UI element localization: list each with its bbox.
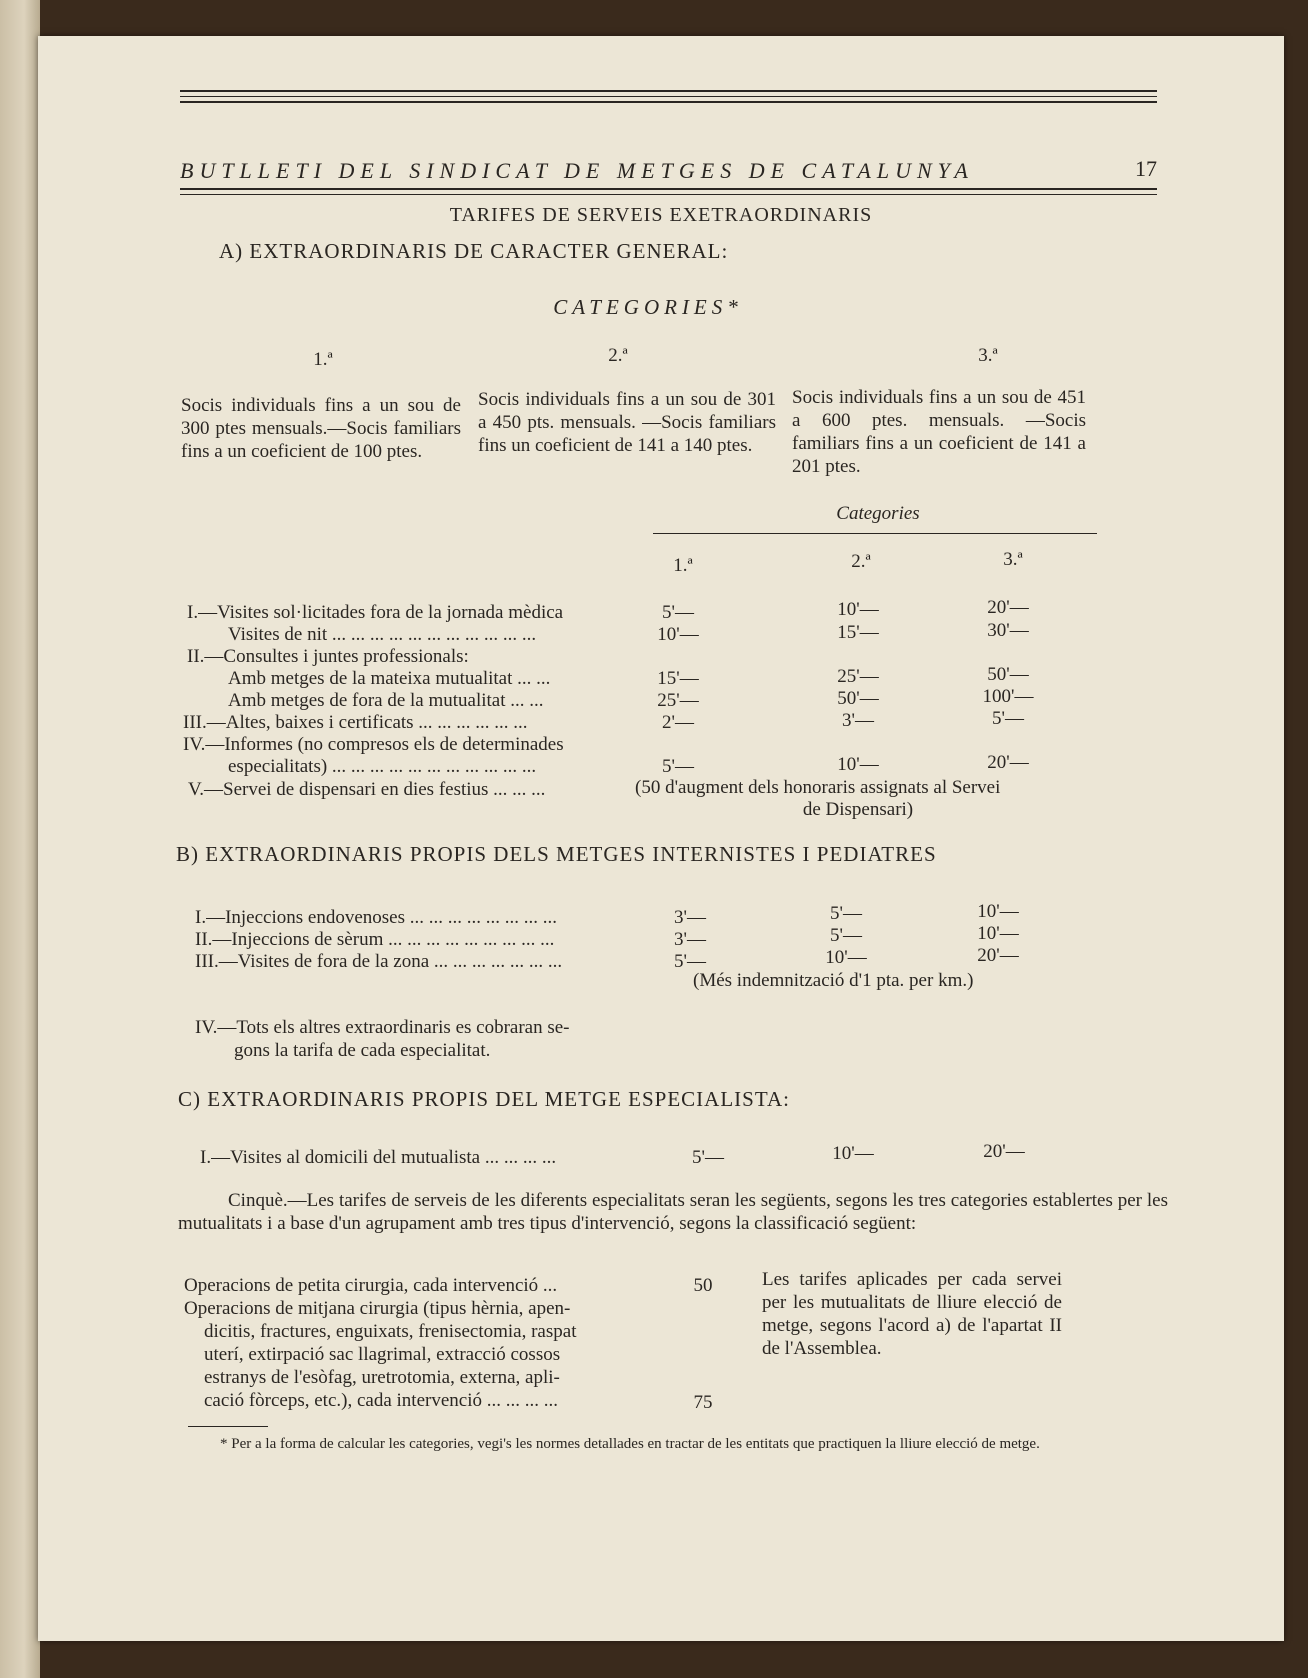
- operation-medium-line: uterí, extirpació sac llagrimal, extracció cossos: [204, 1344, 561, 1365]
- table-cell: 10'—: [837, 599, 879, 620]
- table-cell: 25'—: [657, 690, 699, 711]
- table-cell: 5'—: [674, 951, 706, 972]
- header-rule-top-thin: [180, 96, 1157, 97]
- table-cell: 50'—: [987, 664, 1029, 685]
- table-cell: 5'—: [830, 925, 862, 946]
- table-cell: 10'—: [977, 901, 1019, 922]
- table-cell: 15'—: [837, 622, 879, 643]
- table-col-header-1: 1.ª: [673, 555, 693, 576]
- table-cell: 10'—: [825, 947, 867, 968]
- operation-medium-line: estranys de l'esòfag, uretrotomia, externa, apli-: [204, 1367, 560, 1388]
- journal-title: BUTLLETI DEL SINDICAT DE METGES DE CATALUNYA: [180, 158, 974, 183]
- dispensari-note-2: de Dispensari): [802, 799, 914, 820]
- row-label: I.—Injeccions endovenoses ... ... ... ... ... ... ... ...: [195, 907, 557, 928]
- table-cell: 50'—: [837, 688, 879, 709]
- tarifes-note: Les tarifes aplicades per cada servei per les mutualitats de lliure elecció de metge, segons l'acord a) de l'apartat II de l'Assemblea.: [762, 1269, 1062, 1359]
- running-header: [180, 90, 1157, 200]
- page-number: 17: [1135, 156, 1157, 181]
- table-cell: 10'—: [832, 1143, 874, 1164]
- cat-header-3: 3.ª: [978, 345, 998, 366]
- table-cell: 3'—: [674, 907, 706, 928]
- table-cell: 20'—: [983, 1141, 1025, 1162]
- footnote: * Per a la forma de calcular les categories, vegi's les normes detallades en tractar de les entitats que practiquen la lliure elecció de metge.: [220, 1436, 1040, 1452]
- header-rule-top: [180, 90, 1157, 92]
- table-cell: 20'—: [977, 945, 1019, 966]
- table-cell: 25'—: [837, 666, 879, 687]
- table-cell: 5'—: [662, 756, 694, 777]
- table-cell: 5'—: [830, 903, 862, 924]
- table-col-header-2: 2.ª: [851, 551, 871, 572]
- row-label: IV.—Informes (no compresos els de determinades: [183, 734, 564, 755]
- dispensari-note: (50 d'augment dels honoraris assignats al Servei: [635, 777, 1001, 798]
- cat-header-2: 2.ª: [608, 345, 628, 366]
- table-cell: 20'—: [987, 752, 1029, 773]
- row-label: I.—Visites sol·licitades fora de la jornada mèdica: [187, 602, 564, 623]
- row-label: Visites de nit ... ... ... ... ... ... ... ... ... ... ...: [228, 624, 537, 645]
- cat-header-1: 1.ª: [313, 349, 333, 370]
- km-note: (Més indemnització d'1 pta. per km.): [693, 970, 974, 991]
- table-cell: 5'—: [662, 602, 694, 623]
- table-cell: 100'—: [982, 686, 1034, 707]
- section-b-iv: IV.—Tots els altres extraordinaris es cobraran se-: [195, 1017, 570, 1038]
- categories-label: CATEGORIES*: [553, 295, 743, 319]
- operation-medium-line: cació fòrceps, etc.), cada intervenció ... ... ... ...: [204, 1390, 558, 1411]
- document-page: [38, 36, 1284, 1641]
- section-b-iv-2: gons la tarifa de cada especialitat.: [234, 1040, 491, 1061]
- table-cell: 15'—: [657, 668, 699, 689]
- row-label: Amb metges de la mateixa mutualitat ... ...: [228, 668, 551, 689]
- operation-small: Operacions de petita cirurgia, cada intervenció ...: [184, 1275, 558, 1296]
- row-label: II.—Injeccions de sèrum ... ... ... ... ... ... ... ... ...: [195, 929, 555, 950]
- table-header-rule: [653, 533, 1097, 534]
- cinque-paragraph: Cinquè.—Les tarifes de serveis de les diferents especialitats seran les següents, segons les tres categories establertes per les mutualitats i a base d'un agrupament amb tres tipus d'intervenció, segons la classificació següent:: [178, 1190, 1168, 1234]
- header-rule-bottom: [180, 188, 1157, 190]
- row-label: V.—Servei de dispensari en dies festius ... ... ...: [188, 779, 546, 800]
- table-cell: 10'—: [657, 624, 699, 645]
- section-b-heading: B) EXTRAORDINARIS PROPIS DELS METGES INTERNISTES I PEDIATRES: [176, 842, 937, 866]
- table-cell: 3'—: [674, 929, 706, 950]
- operation-medium: Operacions de mitjana cirurgia (tipus hèrnia, apen-: [184, 1298, 571, 1319]
- table-categories-label: Categories: [836, 503, 920, 524]
- row-label: especialitats) ... ... ... ... ... ... ... ... ... ... ...: [228, 756, 537, 777]
- operation-medium-value: 75: [693, 1392, 713, 1413]
- previous-page-edge: [0, 0, 40, 1678]
- operation-small-value: 50: [693, 1275, 713, 1296]
- row-label: III.—Altes, baixes i certificats ... ... ... ... ... ...: [183, 712, 528, 733]
- table-cell: 5'—: [692, 1147, 724, 1168]
- table-cell: 30'—: [987, 620, 1029, 641]
- table-cell: 20'—: [987, 597, 1029, 618]
- cat-description-3: Socis individuals fins a un sou de 451 a 600 ptes. mensuals. —Socis familiars fins a un coeficient de 141 a 201 ptes.: [792, 387, 1086, 477]
- header-rule-bottom-thin: [180, 194, 1157, 195]
- row-label: III.—Visites de fora de la zona ... ... ... ... ... ... ...: [195, 951, 563, 972]
- row-label: II.—Consultes i juntes professionals:: [187, 646, 469, 667]
- section-c-heading: C) EXTRAORDINARIS PROPIS DEL METGE ESPECIALISTA:: [178, 1087, 790, 1111]
- header-rule-top-2: [180, 101, 1157, 103]
- operation-medium-line: dicitis, fractures, enguixats, frenisectomia, raspat: [204, 1321, 577, 1342]
- footnote-rule: [188, 1426, 268, 1427]
- main-title: TARIFES DE SERVEIS EXETRAORDINARIS: [449, 204, 873, 226]
- row-label: Amb metges de fora de la mutualitat ... ...: [228, 690, 544, 711]
- table-cell: 10'—: [837, 754, 879, 775]
- cat-description-2: Socis individuals fins a un sou de 301 a 450 pts. mensuals. —Socis familiars fins un coeficient de 141 a 140 ptes.: [478, 389, 776, 456]
- table-cell: 2'—: [662, 712, 694, 733]
- row-label: I.—Visites al domicili del mutualista ... ... ... ...: [200, 1147, 557, 1168]
- table-col-header-3: 3.ª: [1003, 549, 1023, 570]
- section-a-heading: A) EXTRAORDINARIS DE CARACTER GENERAL:: [219, 239, 729, 263]
- cat-description-1: Socis individuals fins a un sou de 300 ptes mensuals.—Socis familiars fins a un coeficient de 100 ptes.: [181, 395, 461, 462]
- table-cell: 3'—: [842, 710, 874, 731]
- table-cell: 10'—: [977, 923, 1019, 944]
- table-cell: 5'—: [992, 708, 1024, 729]
